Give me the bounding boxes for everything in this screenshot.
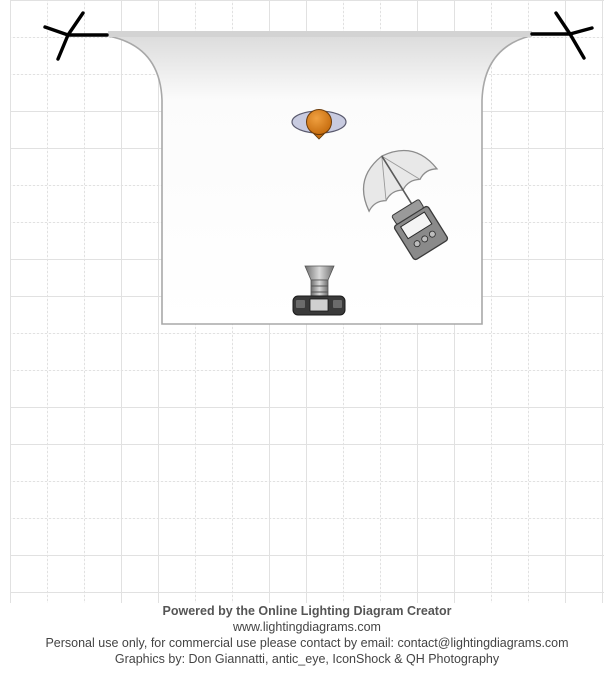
- footer-license: Personal use only, for commercial use please contact by email: contact@lightingdiagrams.com: [45, 636, 569, 650]
- camera-screen: [310, 299, 328, 311]
- footer-url[interactable]: www.lightingdiagrams.com: [233, 620, 381, 634]
- footer: [0, 603, 614, 667]
- backdrop-stand-right[interactable]: [532, 13, 592, 58]
- lens-barrel: [311, 280, 328, 297]
- subject-head: [307, 110, 332, 135]
- footer-title: Powered by the Online Lighting Diagram Creator: [162, 604, 452, 618]
- backdrop-stand-left[interactable]: [45, 13, 107, 59]
- footer-credits: Graphics by: Don Giannatti, antic_eye, IconShock & QH Photography: [114, 652, 500, 666]
- backdrop-roll: [108, 31, 532, 37]
